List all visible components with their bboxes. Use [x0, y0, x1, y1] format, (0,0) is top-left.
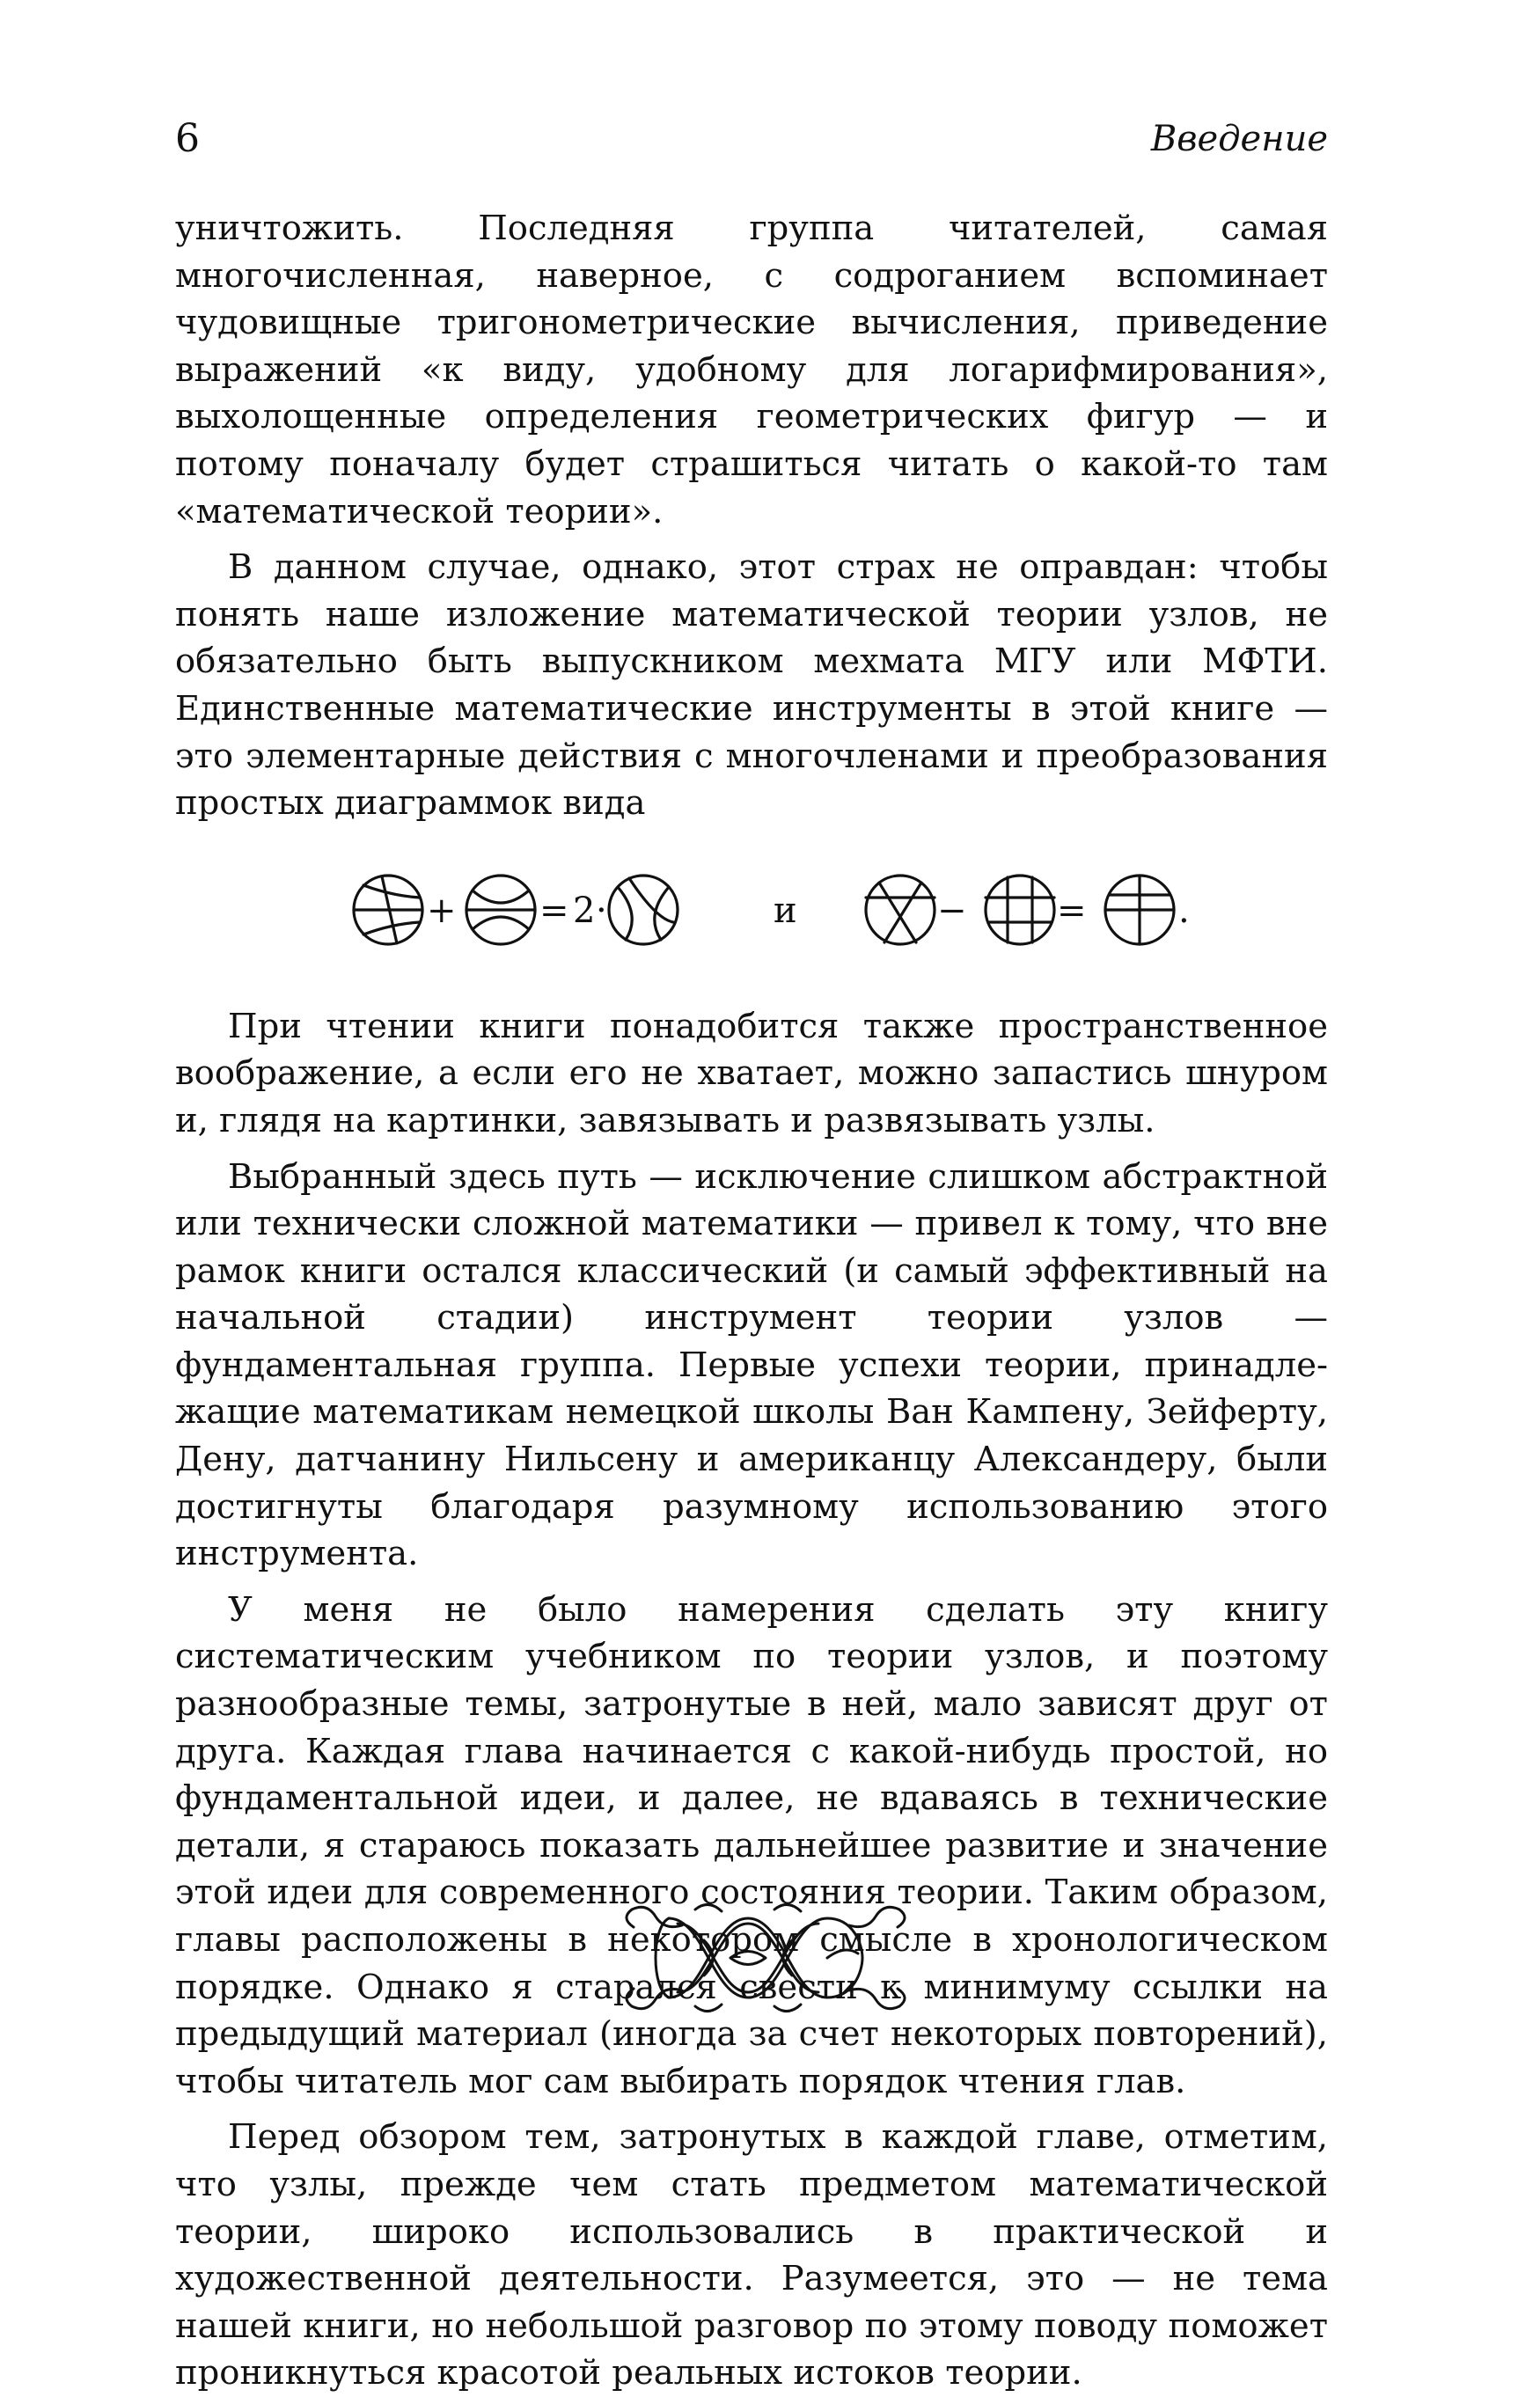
chord-diagram-3 [609, 876, 678, 944]
paragraph-5: У меня не было намерения сделать эту книгу систематическим учебником по теории узлов, и поэтому разнообразные темы, затронутые в ней, мало зависят друг от друга. Каждая глава начинается с какой-нибудь простой, но фундаментальной идеи, и далее, не вдаваясь в технические детали, я стараюсь показать дальнейшее развитие и значение этой идеи для современного состояния теории. Таким образом, главы расположены в некотором смысле в хронологическом порядке. Однако я старался свести к минимуму ссылки на предыдущий материал (иногда за счет некоторых повторений), чтобы читатель мог сам выбирать порядок чтения глав. [175, 1589, 1328, 2101]
chord-diagram-1 [354, 876, 422, 944]
page-header [175, 113, 1328, 165]
plus-sign: + [427, 890, 457, 931]
chord-diagram-6 [1105, 876, 1174, 944]
chord-diagram-5 [986, 876, 1054, 944]
multiply-dot: · [596, 890, 607, 931]
running-title: Введение [1150, 119, 1328, 159]
diagram-formula [175, 827, 1328, 1003]
equals-sign-1: = [539, 890, 569, 931]
conjunction: и [774, 890, 797, 931]
final-period: . [1178, 890, 1190, 931]
paragraph-2: В данном случае, однако, этот страх не оправдан: чтобы понять наше изложение математической теории узлов, не обязательно быть выпускником мехмата МГУ или МФТИ. Единственные математические инструменты в этой книге — это элементарные действия с многочленами и преобразования простых диаграммок вида [175, 547, 1328, 824]
coefficient: 2 [573, 890, 596, 931]
paragraph-4: Выбранный здесь путь — исключение слишком абстрактной или технически сложной математики — привел к тому, что вне рамок книги остался классический (и самый эффективный на начальной стадии) инструмент теории узлов — фундаментальная группа. Первые успехи теории, принадлежащие математикам немецкой школы Ван Кампену, Зейферту, Дену, датчанину Нильсену и американцу Александеру, были достигнуты благодаря разумному использованию этого инструмента. [175, 1156, 1328, 1574]
body-text [175, 205, 1328, 2397]
chord-diagram-2 [466, 876, 535, 944]
knot-ornament [616, 1892, 915, 2024]
paragraph-3: При чтении книги понадобится также пространственное воображение, а если его не хватает, можно запастись шнуром и, глядя на картинки, завязывать и развязывать узлы. [175, 1006, 1328, 1140]
chord-diagram-4 [866, 876, 935, 944]
diagram-formula-svg [175, 827, 1328, 1003]
paragraph-6: Перед обзором тем, затронутых в каждой главе, отметим, что узлы, прежде чем стать предметом математической теории, широко использовались в практической и художественной деятельности. Разумеется, это — не тема нашей книги, но небольшой разговор по этому поводу поможет проникнуться красотой реальных истоков теории. [175, 2117, 1328, 2393]
paragraph-1: уничтожить. Последняя группа читателей, самая многочисленная, наверное, с содроганием вспоминает чудовищные тригонометрические вычисления, приведение выражений «к виду, удобному для логарифмирования», выхолощенные определения геометрических фигур — и потому поначалу будет страшиться читать о какой-то там «математической теории». [175, 209, 1328, 531]
minus-sign: − [937, 890, 967, 931]
equals-sign-2: = [1057, 890, 1087, 931]
page-number: 6 [175, 116, 200, 161]
